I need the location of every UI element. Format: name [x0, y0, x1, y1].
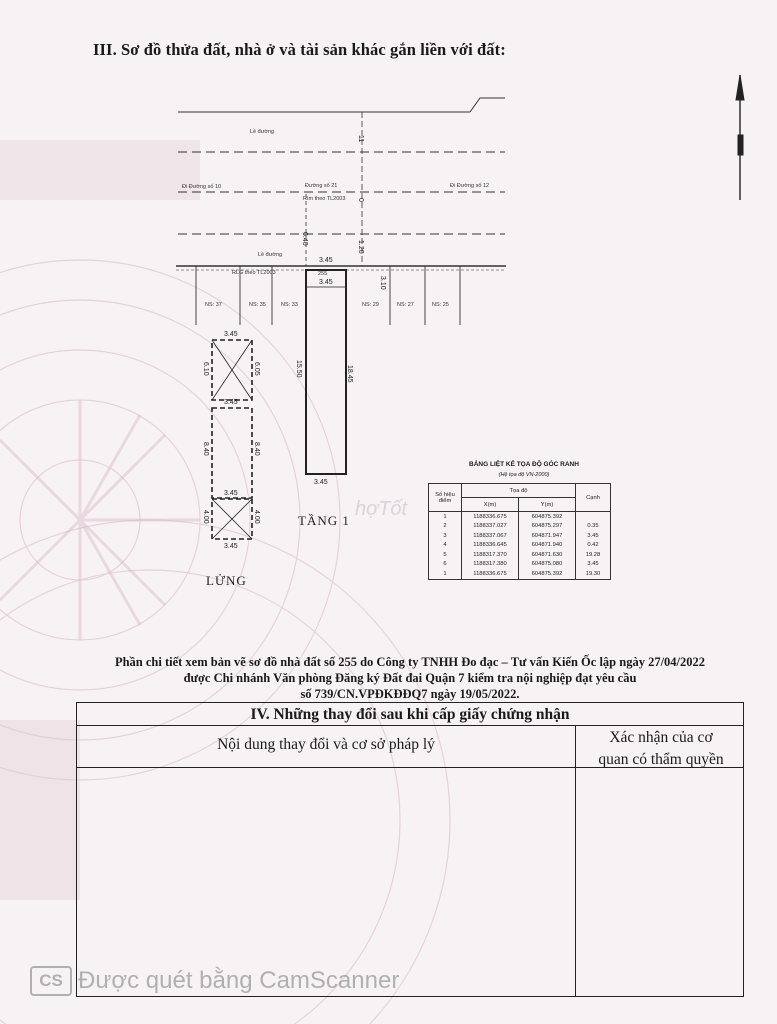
coord-header-coords: Tọa độ — [462, 484, 576, 498]
coord-y: 604875.297 — [519, 522, 576, 532]
coord-header-edge: Cạnh — [576, 484, 611, 512]
street-left-label: Đi Đường số 10 — [182, 184, 222, 190]
coord-x: 1188317.380 — [462, 560, 519, 570]
dim-mez-low: 3.45 — [224, 490, 238, 497]
dim-mez-bottom: 3.45 — [224, 543, 238, 550]
coord-edge: 19.28 — [576, 550, 611, 560]
note-line-2: được Chi nhánh Văn phòng Đăng ký Đất đai Quận 7 kiểm tra nội nghiệp đạt yêu cầu — [183, 671, 637, 685]
coord-edge: 0.35 — [576, 522, 611, 532]
dim-840-right: 8.40 — [253, 442, 260, 456]
label-floor-1: TẦNG 1 — [298, 513, 350, 528]
changes-column-header: Nội dung thay đổi và cơ sở pháp lý — [217, 736, 435, 753]
dim-0: 0 — [357, 198, 364, 202]
coord-header-y: Y(m) — [519, 498, 576, 512]
coord-pt: 6 — [429, 560, 462, 570]
camscanner-watermark — [30, 966, 399, 996]
dim-mez-top: 3.45 — [224, 331, 238, 338]
coord-y: 604871.630 — [519, 550, 576, 560]
coord-edge: 0.42 — [576, 541, 611, 551]
plan-note — [60, 654, 760, 702]
lot-label-25: NS: 25 — [432, 302, 449, 308]
divider — [77, 767, 743, 768]
table-row — [429, 541, 611, 551]
coord-x: 1188337.067 — [462, 531, 519, 541]
coord-x: 1188336.675 — [462, 512, 519, 522]
lot-label-37: NS: 37 — [205, 302, 222, 308]
coord-x: 1188336.675 — [462, 569, 519, 579]
table-row — [429, 531, 611, 541]
coord-table — [428, 483, 611, 580]
road-label-mid: Lề đường — [258, 252, 283, 258]
coord-edge: 3.45 — [576, 531, 611, 541]
coord-pt: 1 — [429, 569, 462, 579]
table-row — [429, 560, 611, 570]
coord-y: 604875.080 — [519, 560, 576, 570]
street-center-label: Đường số 21 — [305, 183, 338, 189]
coord-header-point: Số hiệu điểm — [429, 484, 462, 512]
lot-label-29: NS: 29 — [362, 302, 379, 308]
authority-header-line-1: Xác nhận của cơ — [609, 729, 713, 746]
parcel-number: 255 — [318, 271, 328, 277]
divider — [77, 725, 743, 726]
table-row — [429, 569, 611, 579]
dim-605: 6.05 — [253, 362, 260, 376]
coord-edge: 3.45 — [576, 560, 611, 570]
dim-11: 11 — [357, 135, 364, 143]
dim-1845: 18.45 — [346, 365, 353, 383]
camscanner-text: Được quét bằng CamScanner — [78, 967, 400, 994]
coord-y: 604875.392 — [519, 512, 576, 522]
coord-edge — [576, 512, 611, 522]
dim-1550: 15.50 — [295, 360, 302, 378]
authority-header-line-2: quan có thẩm quyền — [598, 751, 724, 768]
dim-top-345: 3.45 — [319, 257, 333, 264]
dim-400-left: 4.00 — [202, 510, 209, 524]
street-center-sublabel: Rìm theo TL2003 — [303, 196, 346, 202]
coord-table-subtitle: (Hệ tọa độ VN-2000) — [498, 472, 550, 478]
coord-y: 604871.947 — [519, 531, 576, 541]
coord-x: 1188317.370 — [462, 550, 519, 560]
rlg-label: RLG theo TL2003 — [232, 270, 276, 276]
coord-pt: 2 — [429, 522, 462, 532]
mezzanine-middle — [212, 408, 252, 498]
north-arrow-icon — [736, 75, 744, 200]
site-watermark: hợTốt — [355, 498, 408, 520]
section-4-table — [76, 702, 744, 997]
coord-pt: 5 — [429, 550, 462, 560]
coord-pt: 4 — [429, 541, 462, 551]
coord-pt: 1 — [429, 512, 462, 522]
lot-label-33: NS: 33 — [281, 302, 298, 308]
dim-bottom-345: 3.45 — [314, 479, 328, 486]
dim-120: 1.20 — [357, 240, 364, 254]
table-row — [429, 550, 611, 560]
street-right-label: Đi Đường số 12 — [450, 183, 490, 189]
section-3-heading: III. Sơ đồ thửa đất, nhà ở và tài sản khác gắn liền với đất: — [93, 40, 506, 59]
coord-pt: 3 — [429, 531, 462, 541]
camscanner-logo-icon: CS — [30, 966, 72, 996]
dim-840-left: 8.40 — [202, 442, 209, 456]
lot-label-35: NS: 35 — [249, 302, 266, 308]
label-mezzanine: LỬNG — [206, 573, 247, 588]
dim-040: 0.40 — [301, 232, 308, 246]
coord-y: 604871.940 — [519, 541, 576, 551]
note-line-1: Phần chi tiết xem bản vẽ sơ đồ nhà đất số 255 do Công ty TNHH Đo đạc – Tư vấn Kiến Ốc lập ngày 27/04/2022 — [114, 655, 706, 669]
lot-label-27: NS: 27 — [397, 302, 414, 308]
dim-inner-345: 3.45 — [319, 279, 333, 286]
coord-y: 604875.392 — [519, 569, 576, 579]
table-row — [429, 512, 611, 522]
section-4-title: IV. Những thay đổi sau khi cấp giấy chứng nhận — [250, 706, 570, 723]
note-line-3: số 739/CN.VPĐKĐĐQ7 ngày 19/05/2022. — [300, 687, 520, 701]
divider — [575, 725, 576, 996]
table-row — [429, 522, 611, 532]
dim-400-right: 4.00 — [253, 510, 260, 524]
coord-edge: 19.30 — [576, 569, 611, 579]
dim-mez-mid: 3.45 — [224, 399, 238, 406]
coord-header-x: X(m) — [462, 498, 519, 512]
dim-610: 6.10 — [202, 362, 209, 376]
coord-table-title: BẢNG LIỆT KÊ TỌA ĐỘ GÓC RANH — [469, 461, 579, 468]
main-parcel — [306, 270, 346, 474]
authority-column-header — [577, 727, 745, 771]
dim-310: 3.10 — [379, 276, 386, 290]
coord-x: 1188337.027 — [462, 522, 519, 532]
road-label-top: Lề đường — [250, 129, 275, 135]
coord-x: 1188336.645 — [462, 541, 519, 551]
